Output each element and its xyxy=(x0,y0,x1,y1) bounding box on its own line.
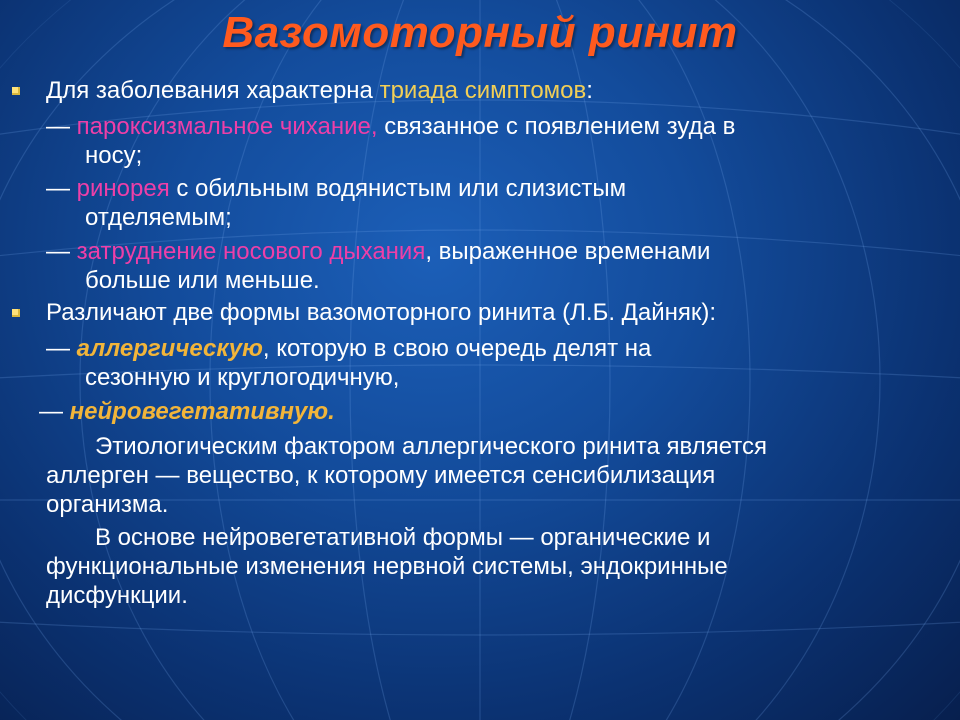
paragraph-etiology-line1: Этиологическим фактором аллергического ринита является xyxy=(95,433,768,460)
symptom-highlight: ринорея xyxy=(76,175,170,202)
dash: — xyxy=(46,113,70,140)
bullet-forms: Различают две формы вазомоторного ринита (Л.Б. Дайняк): xyxy=(46,299,717,326)
symptom-text: с обильным водянистым или слизистым xyxy=(169,175,627,202)
dash: — xyxy=(46,175,70,202)
symptom-breathing-line1 xyxy=(46,237,710,266)
form-allergic-line1 xyxy=(46,334,651,363)
bullet-text-end: : xyxy=(586,77,593,104)
symptom-text: , выраженное временами xyxy=(425,238,711,265)
form-allergic-line2: сезонную и круглогодичную, xyxy=(85,364,400,391)
slide-title: Вазомоторный ринит xyxy=(222,8,738,57)
dash: — xyxy=(39,398,63,425)
dash: — xyxy=(46,335,70,362)
form-neurovegetative xyxy=(39,397,335,426)
paragraph-etiology-line3: организма. xyxy=(46,491,169,518)
symptom-sneezing-line2: носу; xyxy=(85,142,143,169)
paragraph-neuro-line3: дисфункции. xyxy=(46,582,188,609)
symptom-breathing-line2: больше или меньше. xyxy=(85,267,320,294)
form-highlight: нейровегетативную. xyxy=(69,398,335,425)
paragraph-neuro-line1: В основе нейровегетативной формы — органические и xyxy=(95,524,711,551)
triad-highlight: триада симптомов xyxy=(379,77,587,104)
symptom-highlight: затруднение носового дыхания xyxy=(76,238,426,265)
symptom-text: связанное с появлением зуда в xyxy=(377,113,736,140)
symptom-rhinorrhea-line2: отделяемым; xyxy=(85,204,232,231)
form-highlight: аллергическую xyxy=(76,335,263,362)
symptom-highlight: пароксизмальное чихание, xyxy=(76,113,378,140)
symptom-rhinorrhea-line1 xyxy=(46,174,626,203)
dash: — xyxy=(46,238,70,265)
form-text: , которую в свою очередь делят на xyxy=(262,335,652,362)
bullet-text: Для заболевания характерна xyxy=(46,77,380,104)
symptom-sneezing-line1 xyxy=(46,112,735,141)
paragraph-neuro-line2: функциональные изменения нервной системы, эндокринные xyxy=(46,553,728,580)
paragraph-etiology-line2: аллерген — вещество, к которому имеется сенсибилизация xyxy=(46,462,716,489)
bullet-triad xyxy=(46,76,593,105)
bullet-marker xyxy=(12,309,20,317)
bullet-marker xyxy=(12,87,20,95)
